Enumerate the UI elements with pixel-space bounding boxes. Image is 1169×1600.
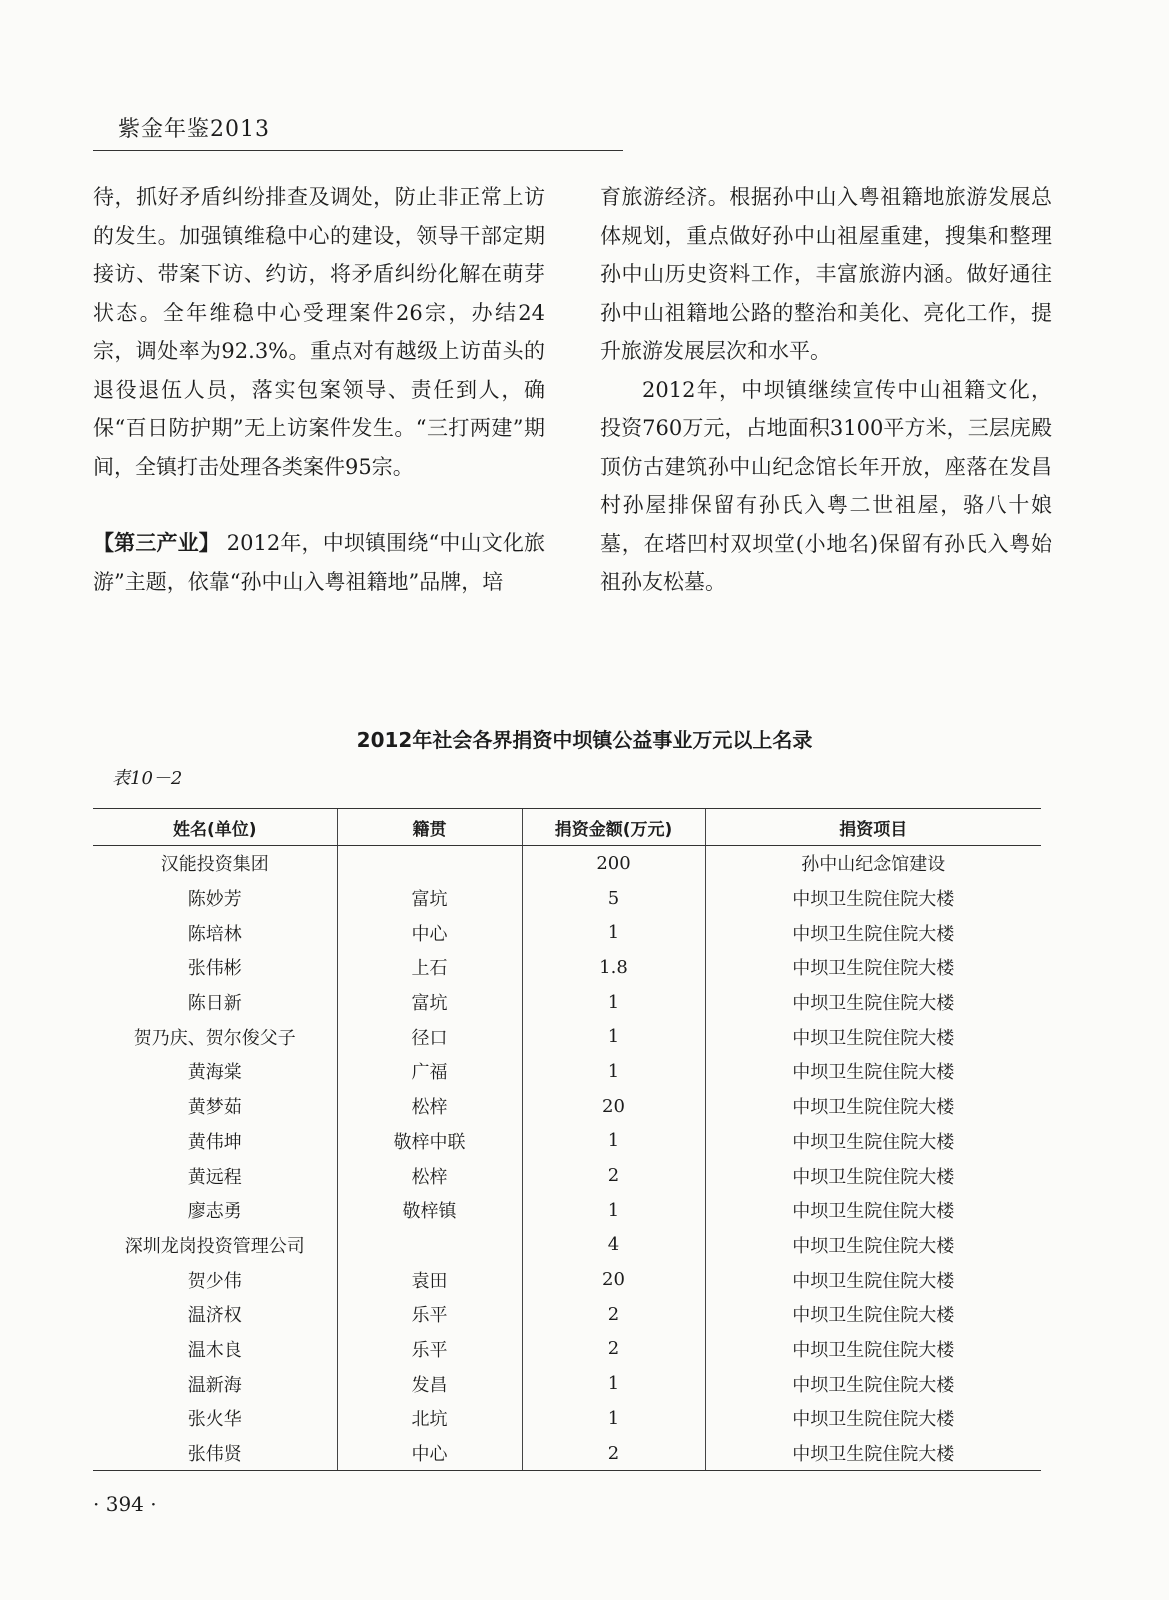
table-row [93, 846, 1041, 881]
table-row [93, 1401, 1041, 1436]
project-cell: 中坝卫生院住院大楼 [705, 1332, 1041, 1367]
amount-cell: 2 [522, 1436, 705, 1471]
donor-name-cell: 张火华 [187, 1409, 242, 1431]
donor-table-header [93, 809, 1041, 846]
donor-name-cell: 陈培林 [187, 923, 242, 945]
donor-name-cell: 温济权 [187, 1305, 242, 1327]
project-cell: 中坝卫生院住院大楼 [705, 1193, 1041, 1228]
running-header: 紫金年鉴2013 [118, 117, 270, 142]
donor-name-cell: 贺乃庆、贺尔俊父子 [133, 1027, 296, 1049]
donor-name-cell: 黄伟坤 [187, 1131, 242, 1153]
project-cell: 中坝卫生院住院大楼 [705, 1401, 1041, 1436]
header-rule [93, 150, 623, 151]
donor-table-body [93, 846, 1041, 1471]
project-cell: 中坝卫生院住院大楼 [705, 915, 1041, 950]
amount-cell: 2 [522, 1297, 705, 1332]
hometown-cell: 北坑 [337, 1401, 522, 1436]
table-row [93, 1124, 1041, 1159]
donor-name-cell: 黄海棠 [187, 1062, 242, 1084]
right-column [600, 178, 1052, 602]
table-title: 2012年社会各界捐资中坝镇公益事业万元以上名录 [356, 728, 813, 752]
left-paragraph-2-text: 2012年，中坝镇围绕“中山文化旅游”主题，依靠“孙中山入粤祖籍地”品牌，培 [93, 531, 546, 594]
project-cell: 中坝卫生院住院大楼 [705, 1262, 1041, 1297]
table-row [93, 1193, 1041, 1228]
hometown-cell: 富坑 [337, 985, 522, 1020]
hometown-cell: 径口 [337, 1019, 522, 1054]
column-header-project: 捐资项目 [705, 809, 1041, 846]
amount-cell: 20 [522, 1262, 705, 1297]
amount-cell: 20 [522, 1089, 705, 1124]
amount-cell: 200 [522, 846, 705, 881]
left-column [93, 178, 545, 601]
donor-name-cell: 张伟贤 [93, 1436, 337, 1471]
table-row [93, 1019, 1041, 1054]
right-paragraph-1: 育旅游经济。根据孙中山入粤祖籍地旅游发展总体规划，重点做好孙中山祖屋重建，搜集和整理孙中山历史资料工作，丰富旅游内涵。做好通往孙中山祖籍地公路的整治和美化、亮化工作，提升旅游发展层次和水平。 [600, 185, 1052, 363]
hometown-cell: 富坑 [337, 881, 522, 916]
project-cell: 中坝卫生院住院大楼 [705, 1366, 1041, 1401]
hometown-cell: 松梓 [337, 1158, 522, 1193]
project-cell: 中坝卫生院住院大楼 [705, 1158, 1041, 1193]
hometown-cell: 袁田 [337, 1262, 522, 1297]
table-row [93, 1262, 1041, 1297]
amount-cell: 1 [522, 1366, 705, 1401]
amount-cell: 1 [522, 1401, 705, 1436]
project-cell: 中坝卫生院住院大楼 [705, 1089, 1041, 1124]
column-header-amount: 捐资金额(万元) [522, 809, 705, 846]
column-header-hometown: 籍贯 [337, 809, 522, 846]
donor-name-cell: 廖志勇 [187, 1201, 242, 1223]
donor-name-cell: 贺少伟 [187, 1270, 242, 1292]
table-row [93, 1366, 1041, 1401]
donor-name-cell: 黄梦茹 [187, 1097, 242, 1119]
project-cell: 中坝卫生院住院大楼 [705, 1228, 1041, 1263]
amount-cell: 1.8 [522, 950, 705, 985]
hometown-cell: 乐平 [337, 1297, 522, 1332]
table-row [93, 1297, 1041, 1332]
page-number: · 394 · [93, 1492, 157, 1516]
left-paragraph-2 [93, 524, 545, 601]
project-cell: 中坝卫生院住院大楼 [705, 950, 1041, 985]
right-paragraph-2: 2012年，中坝镇继续宣传中山祖籍文化，投资760万元，占地面积3100平方米，三层庑殿顶仿古建筑孙中山纪念馆长年开放，座落在发昌村孙屋排保留有孙氏入粤二世祖屋，骆八十娘墓，在塔凹村双坝堂(小地名)保留有孙氏入粤始祖孙友松墓。 [600, 377, 1052, 594]
section-label-tertiary-industry: 【第三产业】 [93, 531, 220, 555]
hometown-cell: 中心 [337, 915, 522, 950]
project-cell: 中坝卫生院住院大楼 [705, 1019, 1041, 1054]
amount-cell: 1 [522, 915, 705, 950]
donor-name-cell: 陈妙芳 [187, 889, 242, 911]
donor-name-cell: 陈日新 [187, 993, 242, 1015]
donor-name-cell: 温木良 [187, 1339, 242, 1361]
amount-cell: 1 [522, 1124, 705, 1159]
table-row [93, 1089, 1041, 1124]
amount-cell: 1 [522, 1193, 705, 1228]
table-number: 表10－2 [112, 768, 183, 789]
project-cell: 中坝卫生院住院大楼 [705, 1297, 1041, 1332]
table-row [93, 915, 1041, 950]
amount-cell: 1 [522, 1054, 705, 1089]
donor-name-cell: 黄远程 [187, 1166, 242, 1188]
amount-cell: 5 [522, 881, 705, 916]
amount-cell: 2 [522, 1332, 705, 1367]
donor-name-cell: 深圳龙岗投资管理公司 [124, 1235, 305, 1257]
hometown-cell: 敬梓镇 [337, 1193, 522, 1228]
hometown-cell: 发昌 [337, 1366, 522, 1401]
project-cell: 中坝卫生院住院大楼 [705, 881, 1041, 916]
donor-name-cell: 汉能投资集团 [160, 854, 269, 876]
table-row [93, 950, 1041, 985]
amount-cell: 1 [522, 1019, 705, 1054]
donor-table [93, 808, 1041, 1471]
donor-name-cell: 温新海 [187, 1374, 242, 1396]
project-cell: 中坝卫生院住院大楼 [705, 1124, 1041, 1159]
table-row [93, 1332, 1041, 1367]
column-header-name: 姓名(单位) [93, 809, 337, 846]
hometown-cell: 广福 [337, 1054, 522, 1089]
project-cell: 孙中山纪念馆建设 [705, 846, 1041, 881]
table-row [93, 1228, 1041, 1263]
table-row [93, 1054, 1041, 1089]
amount-cell: 2 [522, 1158, 705, 1193]
hometown-cell [337, 1228, 522, 1263]
project-cell: 中坝卫生院住院大楼 [705, 1054, 1041, 1089]
donor-table-header-row [93, 809, 1041, 846]
donor-name-cell: 张伟彬 [187, 958, 242, 980]
table-row [93, 1436, 1041, 1471]
table-row [93, 881, 1041, 916]
table-row [93, 985, 1041, 1020]
hometown-cell: 松梓 [337, 1089, 522, 1124]
left-paragraph-1: 待，抓好矛盾纠纷排查及调处，防止非正常上访的发生。加强镇维稳中心的建设，领导干部定期接访、带案下访、约访，将矛盾纠纷化解在萌芽状态。全年维稳中心受理案件26宗，办结24宗，调处率为92.3%。重点对有越级上访苗头的退役退伍人员，落实包案领导、责任到人，确保“百日防护期”无上访案件发生。“三打两建”期间，全镇打击处理各类案件95宗。 [93, 185, 545, 479]
hometown-cell: 敬梓中联 [337, 1124, 522, 1159]
project-cell: 中坝卫生院住院大楼 [705, 1436, 1041, 1471]
hometown-cell: 中心 [337, 1436, 522, 1471]
hometown-cell [337, 846, 522, 881]
hometown-cell: 乐平 [337, 1332, 522, 1367]
project-cell: 中坝卫生院住院大楼 [705, 985, 1041, 1020]
table-row [93, 1158, 1041, 1193]
amount-cell: 1 [522, 985, 705, 1020]
amount-cell: 4 [522, 1228, 705, 1263]
hometown-cell: 上石 [337, 950, 522, 985]
